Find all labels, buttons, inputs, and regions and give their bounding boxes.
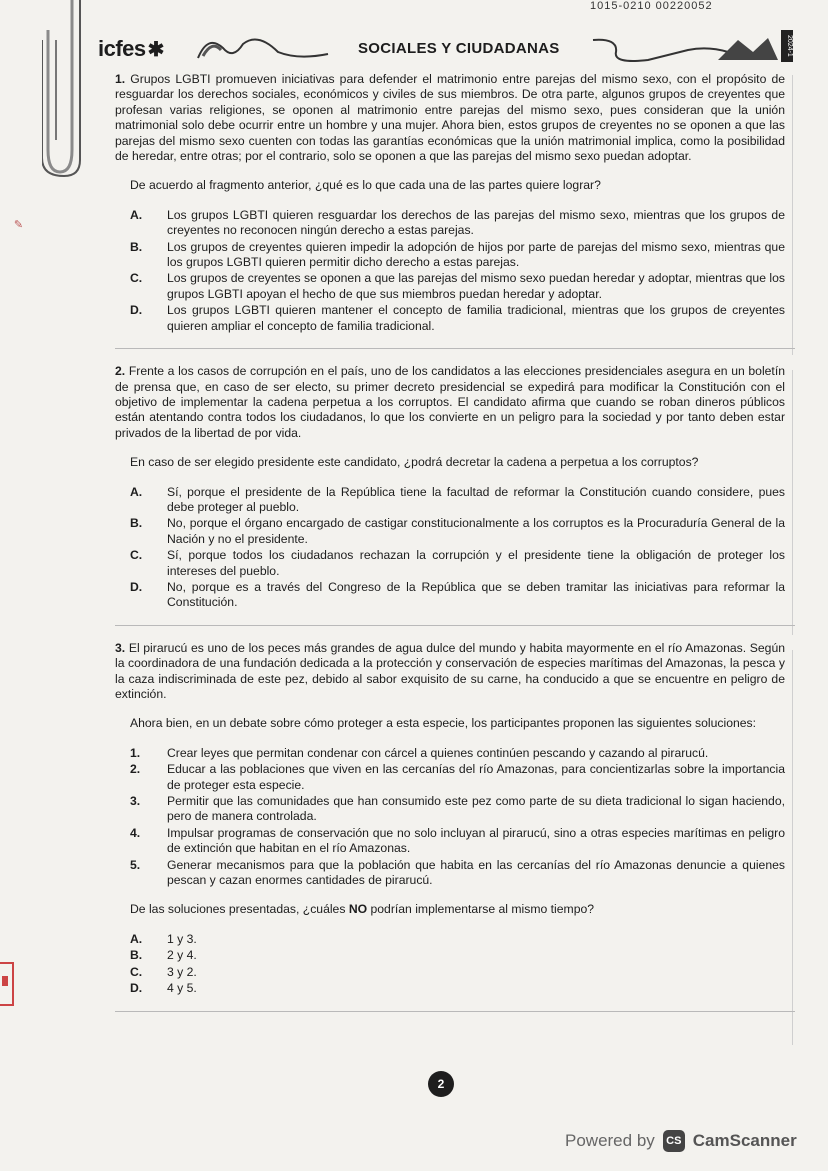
solution-item bbox=[130, 858, 785, 889]
watermark-powered-text: Powered by bbox=[565, 1131, 655, 1150]
solution-label: 5. bbox=[130, 857, 141, 872]
option-label: D. bbox=[130, 303, 143, 318]
option-text: Sí, porque todos los ciudadanos rechazan la corrupción y el presidente tiene la obligación de proteger los intereses del pueblo. bbox=[167, 548, 785, 578]
answer-option-a[interactable] bbox=[130, 932, 785, 947]
option-label: B. bbox=[130, 516, 143, 531]
solution-item bbox=[130, 746, 785, 761]
wave-decoration-right-icon bbox=[588, 30, 778, 66]
option-text: Los grupos de creyentes se oponen a que las parejas del mismo sexo puedan heredar y adoptar, mientras que los grupos LGBTI apoyan el hecho de que sus miembros puedan heredar y adoptar. bbox=[167, 271, 785, 301]
option-label: B. bbox=[130, 239, 143, 254]
question-stem bbox=[115, 641, 785, 703]
answer-option-b[interactable] bbox=[130, 516, 785, 547]
solution-item bbox=[130, 826, 785, 857]
solution-text: Impulsar programas de conservación que no solo incluyan al pirarucú, sino a otras especies marítimas en peligro de extinción que habitan en el río Amazonas. bbox=[167, 825, 785, 856]
camscanner-watermark bbox=[565, 1127, 797, 1155]
top-code: 1015-0210 00220052 bbox=[590, 0, 713, 12]
prompt-text-pre: De las soluciones presentadas, ¿cuáles bbox=[130, 902, 349, 917]
wave-decoration-left-icon bbox=[188, 30, 338, 66]
question-stem-text: Frente a los casos de corrupción en el país, uno de los candidatos a las elecciones presidenciales asegura en un boletín de prensa que, en caso de ser electo, su primer decreto presidencial se expedirá para modificar la Constitución con el objetivo de implementar la cadena perpetua a los corruptos. El candidato afirma que cuando se roban dineros públicos están atentando contra todos los ciudadanos, lo que los convierte en un peligro para la sociedad y por tanto deben estar privados de la libertad de por vida. bbox=[115, 364, 785, 440]
question-number: 2. bbox=[115, 364, 126, 379]
edition-tag: 2024-1 bbox=[781, 30, 793, 62]
option-label: A. bbox=[130, 207, 143, 222]
page-header bbox=[98, 30, 793, 66]
option-text: Los grupos LGBTI quieren resguardar los derechos de las parejas del mismo sexo, mientras que los grupos de creyentes no reconocen ningún derecho a estas parejas. bbox=[167, 207, 785, 238]
question-1 bbox=[115, 72, 785, 334]
option-label: D. bbox=[130, 579, 143, 594]
option-text: No, porque el órgano encargado de castigar constitucionalmente a los corruptos es la Procuraduría General de la Nación y no el presidente. bbox=[167, 516, 785, 546]
question-divider bbox=[115, 348, 795, 349]
question-prompt: De acuerdo al fragmento anterior, ¿qué es lo que cada una de las partes quiere lograr? bbox=[130, 178, 601, 193]
question-prompt bbox=[130, 902, 785, 917]
page-number: 2 bbox=[428, 1071, 454, 1097]
solution-text: Permitir que las comunidades que han consumido este pez como parte de su dieta tradicional lo sigan haciendo, pero de manera controlada. bbox=[167, 794, 785, 824]
questions-content bbox=[115, 72, 785, 1027]
question-number: 3. bbox=[115, 640, 126, 655]
solution-label: 4. bbox=[130, 825, 141, 840]
answer-option-c[interactable] bbox=[130, 271, 785, 302]
camscanner-logo-icon: CS bbox=[663, 1130, 685, 1152]
subject-title: SOCIALES Y CIUDADANAS bbox=[358, 40, 560, 57]
answer-option-c[interactable] bbox=[130, 548, 785, 579]
question-prompt: En caso de ser elegido presidente este candidato, ¿podrá decretar la cadena a perpetua a los corruptos? bbox=[130, 455, 699, 470]
question-divider bbox=[115, 625, 795, 626]
margin-tab-mark bbox=[0, 962, 14, 1006]
prompt-text-bold: NO bbox=[348, 902, 368, 917]
answer-options bbox=[130, 485, 785, 611]
solution-text: Crear leyes que permitan condenar con cárcel a quienes continúen pescando y cazando al pirarucú. bbox=[167, 745, 709, 760]
option-text: Sí, porque el presidente de la República tiene la facultad de reformar la Constitución cuando considere, pues debe proteger al pueblo. bbox=[167, 484, 785, 514]
solutions-list bbox=[130, 746, 785, 889]
answer-option-d[interactable] bbox=[130, 580, 785, 611]
question-stem bbox=[115, 364, 785, 441]
answer-option-b[interactable] bbox=[130, 240, 785, 271]
icfes-logo bbox=[98, 36, 164, 62]
answer-option-a[interactable] bbox=[130, 485, 785, 516]
solution-label: 3. bbox=[130, 794, 141, 809]
question-stem bbox=[115, 72, 785, 164]
question-number: 1. bbox=[115, 72, 126, 86]
answer-options bbox=[130, 208, 785, 334]
solution-text: Generar mecanismos para que la población que habita en las cercanías del río Amazonas denuncie a quienes pescan y cazan enormes cantidades de pirarucú. bbox=[167, 857, 785, 888]
solution-item bbox=[130, 762, 785, 793]
option-text: 4 y 5. bbox=[167, 981, 197, 996]
margin-ink-mark: ✎ bbox=[12, 218, 24, 231]
option-text: 1 y 3. bbox=[167, 931, 197, 946]
solution-label: 1. bbox=[130, 745, 141, 760]
watermark-brand-text: CamScanner bbox=[692, 1131, 797, 1150]
answer-option-b[interactable] bbox=[130, 948, 785, 963]
question-2 bbox=[115, 364, 785, 611]
option-label: C. bbox=[130, 548, 143, 563]
answer-option-d[interactable] bbox=[130, 981, 785, 996]
page-border-line bbox=[792, 75, 793, 355]
solution-label: 2. bbox=[130, 762, 141, 777]
option-label: A. bbox=[130, 484, 143, 499]
option-label: A. bbox=[130, 931, 143, 946]
page-bottom-divider bbox=[115, 1011, 795, 1012]
option-label: C. bbox=[130, 964, 143, 979]
solution-text: Educar a las poblaciones que viven en las cercanías del río Amazonas, para concientizarlas sobre la importancia de proteger esta especie. bbox=[167, 762, 785, 792]
logo-star-icon: ✱ bbox=[147, 39, 164, 61]
question-3 bbox=[115, 641, 785, 1012]
solution-item bbox=[130, 794, 785, 825]
option-text: No, porque es a través del Congreso de la República que se deben tramitar las iniciativas para reformar la Constitución. bbox=[167, 579, 785, 610]
option-label: D. bbox=[130, 981, 143, 996]
option-text: Los grupos de creyentes quieren impedir la adopción de hijos por parte de parejas del mismo sexo, mientras que los grupos LGBTI quieren permitir dicho derecho a estas parejas. bbox=[167, 239, 785, 270]
option-label: C. bbox=[130, 271, 143, 286]
logo-text: icfes bbox=[98, 36, 146, 61]
answer-option-c[interactable] bbox=[130, 965, 785, 980]
option-text: 2 y 4. bbox=[167, 948, 197, 963]
option-text: 3 y 2. bbox=[167, 964, 197, 979]
paper-clip-image bbox=[42, 0, 88, 178]
answer-options bbox=[130, 932, 785, 997]
page-border-line bbox=[792, 370, 793, 635]
answer-option-a[interactable] bbox=[130, 208, 785, 239]
page-border-line bbox=[792, 650, 793, 1045]
option-label: B. bbox=[130, 948, 143, 963]
prompt-text-post: podrían implementarse al mismo tiempo? bbox=[367, 902, 595, 917]
question-intro: Ahora bien, en un debate sobre cómo proteger a esta especie, los participantes proponen las siguientes soluciones: bbox=[130, 716, 757, 731]
question-stem-text: El pirarucú es uno de los peces más grandes de agua dulce del mundo y habita mayormente en el río Amazonas. Según la coordinadora de una fundación dedicada a la protección y conservación de especies marítimas del Amazonas, la pesca y la caza indiscriminada de este pez, debido al sabor exquisito de su carne, ha conducido a que se encuentre en peligro de extinción. bbox=[115, 640, 786, 701]
answer-option-d[interactable] bbox=[130, 303, 785, 334]
option-text: Los grupos LGBTI quieren mantener el concepto de familia tradicional, mientras que los grupos de creyentes quieren ampliar el concepto de familia tradicional. bbox=[167, 303, 785, 333]
question-stem-text: Grupos LGBTI promueven iniciativas para defender el matrimonio entre parejas del mismo sexo, con el propósito de resguardar los derechos sociales, económicos y civiles de sus miembros. De otra parte, algunos grupos de creyentes que profesan varias religiones, se oponen al matrimonio entre parejas del mismo sexo, pues consideran que la unión matrimonial solo debe ocurrir entre un hombre y una mujer. Ahora bien, estos grupos de creyentes no se oponen a que las parejas del mismo sexo cuenten con todas las garantías económicas que la unión matrimonial implica, como la posibilidad de heredar, entre otras; por el contrario, solo se oponen a que las parejas del mismo sexo puedan adoptar. bbox=[115, 72, 786, 164]
